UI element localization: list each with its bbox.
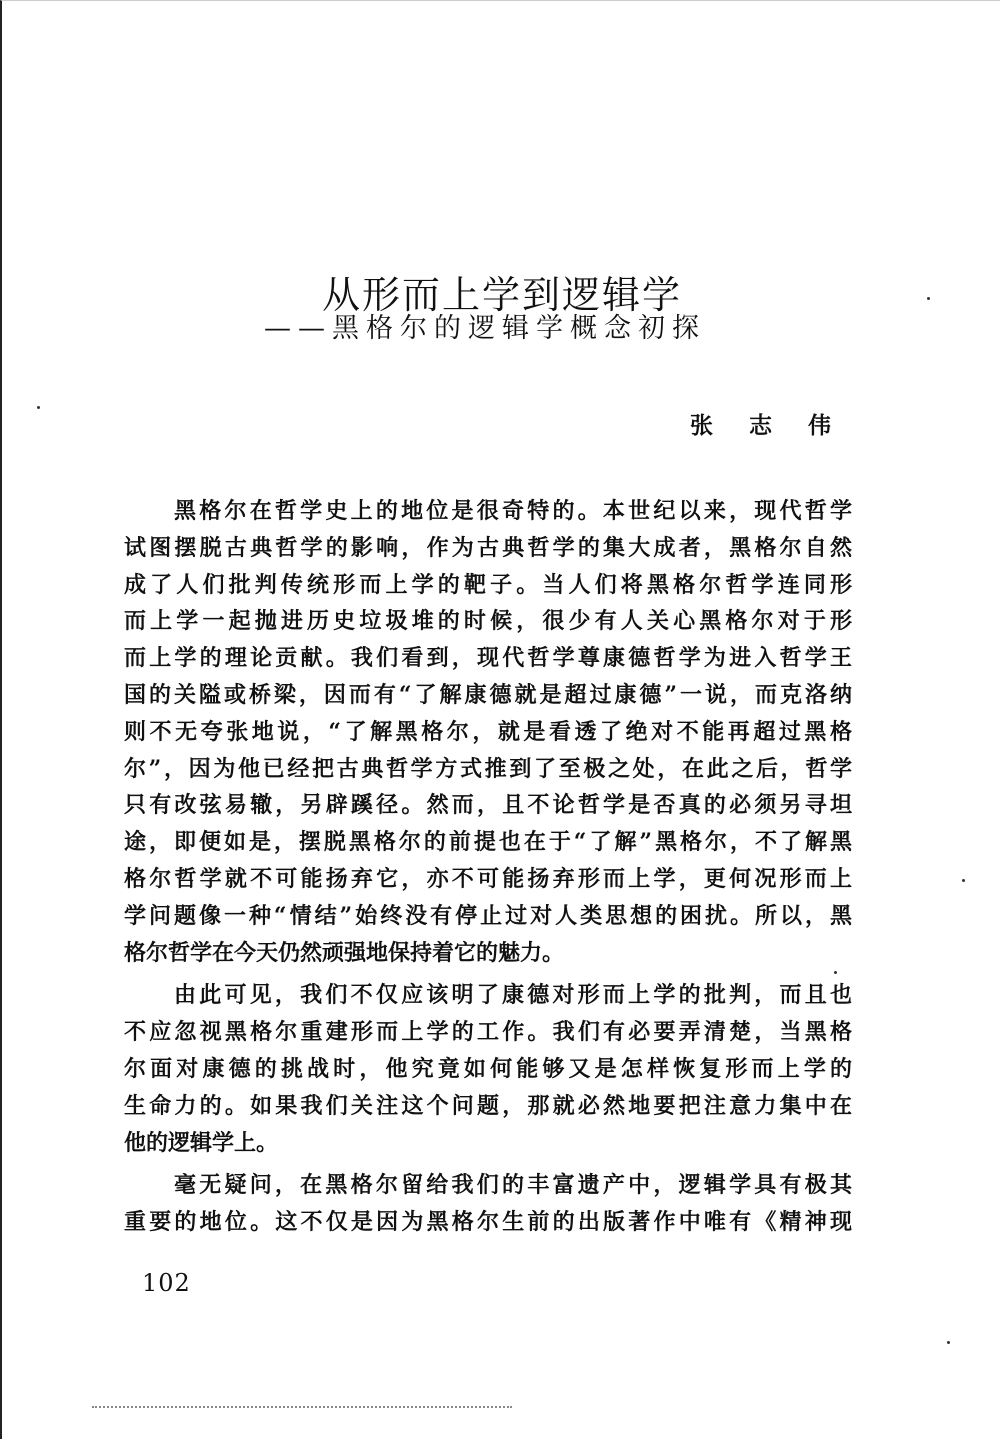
article-subtitle: ——黑格尔的逻辑学概念初探: [264, 313, 706, 344]
paragraph-2: [124, 977, 852, 1161]
author-name: 张 志 伟: [690, 412, 846, 439]
scan-speck: [947, 1341, 950, 1344]
text-line: 格尔哲学在今天仍然顽强地保持着它的魅力。: [124, 939, 565, 966]
text-line: 不应忽视黑格尔重建形而上学的工作。我们有必要弄清楚，当黑格: [124, 1019, 852, 1046]
text-line: 尔”，因为他已经把古典哲学方式推到了至极之处，在此之后，哲学: [124, 755, 852, 782]
scan-artifact-line: [92, 1406, 512, 1410]
text-line: 国的关隘或桥梁，因而有“了解康德就是超过康德”一说，而克洛纳: [124, 681, 852, 708]
scan-speck: [834, 971, 837, 974]
paragraph-3: [124, 1167, 852, 1241]
text-line: 学问题像一种“情结”始终没有停止过对人类思想的困扰。所以，黑: [124, 902, 852, 929]
page-number: 102: [142, 1269, 191, 1297]
text-line: 由此可见，我们不仅应该明了康德对形而上学的批判，而且也: [174, 982, 852, 1009]
article-body: [124, 493, 852, 1247]
scan-speck: [962, 879, 965, 882]
text-line: 毫无疑问，在黑格尔留给我们的丰富遗产中，逻辑学具有极其: [174, 1172, 852, 1199]
text-line: 他的逻辑学上。: [124, 1129, 279, 1156]
text-line: 黑格尔在哲学史上的地位是很奇特的。本世纪以来，现代哲学: [174, 498, 852, 524]
text-line: 只有改弦易辙，另辟蹊径。然而，且不论哲学是否真的必须另寻坦: [124, 792, 852, 819]
text-line: 重要的地位。这不仅是因为黑格尔生前的出版著作中唯有《精神现: [124, 1209, 852, 1236]
text-line: 试图摆脱古典哲学的影响，作为古典哲学的集大成者，黑格尔自然: [124, 534, 852, 561]
article-title: 从形而上学到逻辑学: [321, 273, 682, 318]
text-line: 成了人们批判传统形而上学的靶子。当人们将黑格尔哲学连同形: [124, 571, 852, 598]
scan-speck: [927, 297, 930, 300]
text-line: 而上学的理论贡献。我们看到，现代哲学尊康德哲学为进入哲学王: [124, 645, 852, 672]
scan-speck: [37, 406, 40, 409]
text-line: 尔面对康德的挑战时，他究竟如何能够又是怎样恢复形而上学的: [124, 1055, 852, 1082]
text-line: 格尔哲学就不可能扬弃它，亦不可能扬弃形而上学，更何况形而上: [124, 865, 852, 892]
text-line: 生命力的。如果我们关注这个问题，那就必然地要把注意力集中在: [124, 1092, 852, 1119]
paragraph-1: [124, 493, 852, 971]
text-line: 而上学一起抛进历史垃圾堆的时候，很少有人关心黑格尔对于形: [124, 608, 852, 635]
text-line: 则不无夸张地说，“了解黑格尔，就是看透了绝对不能再超过黑格: [124, 718, 852, 745]
text-line: 途，即便如是，摆脱黑格尔的前提也在于“了解”黑格尔，不了解黑: [124, 829, 852, 856]
